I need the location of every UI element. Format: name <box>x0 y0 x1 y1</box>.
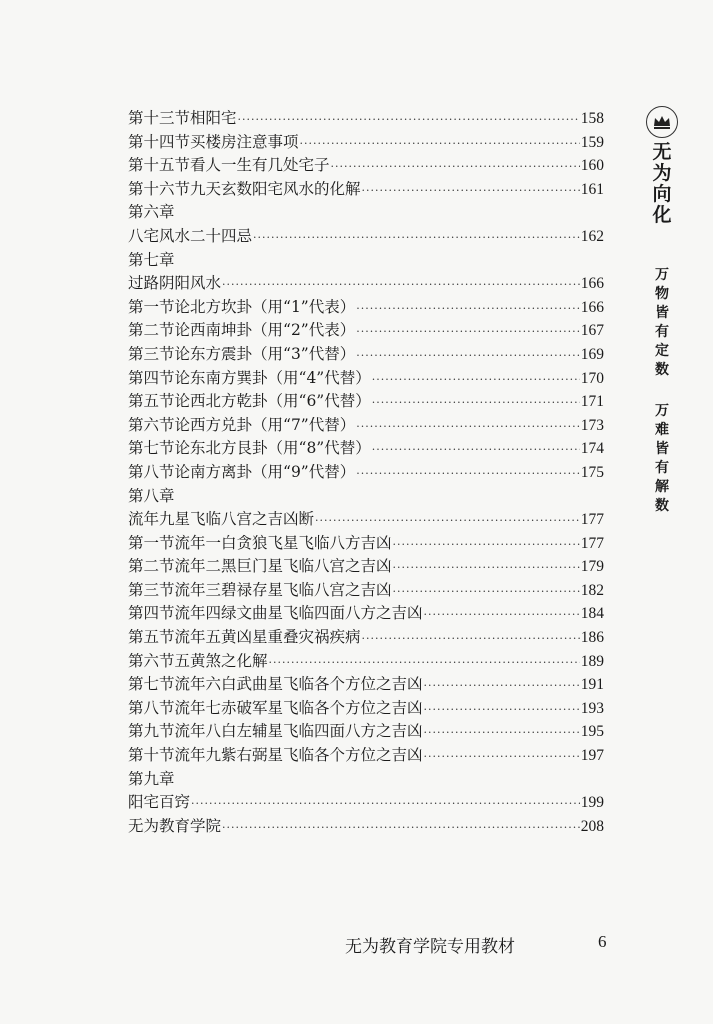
toc-entry-title: 买楼房注意事项 <box>190 132 299 151</box>
toc-entry-title: 流年三碧禄存星飞临八宫之吉凶 <box>174 580 392 599</box>
toc-leader-dots <box>424 750 580 763</box>
toc-entry <box>128 177 604 201</box>
toc-entry-title: 阳宅百窍 <box>128 793 191 812</box>
toc-page-number: 186 <box>580 629 604 647</box>
toc-leader-dots <box>356 325 580 338</box>
toc-section-number: 第六节 <box>128 415 175 434</box>
toc-leader-dots <box>356 420 580 433</box>
toc-entry-title: 论西方兑卦（用“7”代替） <box>174 415 356 434</box>
toc-leader-dots <box>331 160 580 173</box>
toc-entry-title: 论西南坤卦（用“2”代表） <box>174 321 356 340</box>
toc-entry-title: 五黄煞之化解 <box>174 651 268 670</box>
toc-entry-title: 看人一生有几处宅子 <box>190 156 330 175</box>
toc-page-number: 158 <box>580 110 604 127</box>
toc-entry-title: 论东南方巽卦（用“4”代替） <box>174 368 371 387</box>
toc-entry-title: 流年二黑巨门星飞临八宫之吉凶 <box>174 557 392 576</box>
toc-leader-dots <box>222 821 580 834</box>
toc-page-number: 208 <box>580 817 604 835</box>
toc-leader-dots <box>393 585 580 598</box>
toc-section-number: 第三节 <box>128 344 175 363</box>
toc-entry <box>128 649 604 673</box>
toc-page-number: 162 <box>580 227 604 245</box>
toc-entry <box>128 625 604 649</box>
crown-emblem-icon <box>646 106 678 138</box>
toc-entry <box>128 578 604 602</box>
toc-leader-dots <box>222 278 580 291</box>
toc-chapter-heading: 第九章 <box>128 769 175 788</box>
toc-entry-title: 流年九星飞临八宫之吉凶断 <box>128 510 315 529</box>
toc-section-number: 第一节 <box>128 533 175 552</box>
toc-entry-title: 论东方震卦（用“3”代替） <box>174 344 356 363</box>
toc-section-number: 第五节 <box>128 392 175 411</box>
toc-leader-dots <box>372 443 580 456</box>
toc-section-number: 第八节 <box>128 462 175 481</box>
toc-leader-dots <box>393 561 580 574</box>
toc-page-number: 171 <box>580 393 604 411</box>
toc-page-number: 195 <box>580 723 604 741</box>
toc-page-number: 166 <box>580 275 604 293</box>
toc-entry <box>128 366 604 390</box>
toc-leader-dots <box>424 679 580 692</box>
toc-leader-dots <box>372 373 580 386</box>
toc-entry-title: 流年九紫右弼星飞临各个方位之吉凶 <box>174 746 423 765</box>
toc-entry-title: 过路阴阳风水 <box>128 274 222 293</box>
toc-page-number: 179 <box>580 558 604 576</box>
side-branding <box>636 106 688 516</box>
toc-entry <box>128 460 604 484</box>
toc-section-number: 第五节 <box>128 628 175 647</box>
toc-entry-title: 论东北方艮卦（用“8”代替） <box>174 439 371 458</box>
toc-section-number: 第四节 <box>128 368 175 387</box>
toc-page-number: 174 <box>580 440 604 458</box>
toc-entry-title: 论西北方乾卦（用“6”代替） <box>174 392 371 411</box>
toc-leader-dots <box>362 184 580 197</box>
toc-leader-dots <box>300 137 580 150</box>
toc-leader-dots <box>356 349 580 362</box>
toc-page-number: 184 <box>580 605 604 623</box>
toc-entry <box>128 790 604 814</box>
toc-leader-dots <box>393 538 580 551</box>
toc-page-number: 175 <box>580 463 604 481</box>
toc-section-number: 第六节 <box>128 651 175 670</box>
toc-entry-title: 流年一白贪狼飞星飞临八方吉凶 <box>174 533 392 552</box>
toc-page-number: 193 <box>580 699 604 717</box>
toc-leader-dots <box>356 302 580 315</box>
page-number: 6 <box>598 932 607 951</box>
toc-entry-title: 相阳宅 <box>190 109 237 127</box>
toc-leader-dots <box>372 396 580 409</box>
toc-section-number: 第一节 <box>128 297 175 316</box>
toc-entry-title: 流年四绿文曲星飞临四面八方之吉凶 <box>174 604 423 623</box>
toc-entry-title: 九天玄数阳宅风水的化解 <box>190 179 361 198</box>
toc-entry <box>128 106 604 130</box>
toc-section-number: 第二节 <box>128 321 175 340</box>
toc-leader-dots <box>362 632 580 645</box>
toc-entry <box>128 153 604 177</box>
toc-section-number: 第二节 <box>128 557 175 576</box>
toc-leader-dots <box>253 231 580 244</box>
toc-leader-dots <box>424 703 580 716</box>
toc-page-number: 166 <box>580 298 604 316</box>
toc-entry <box>128 318 604 342</box>
toc-section-number: 第十四节 <box>128 132 191 151</box>
toc-entry-title: 论北方坎卦（用“1”代表） <box>174 297 356 316</box>
table-of-contents <box>128 106 604 837</box>
toc-leader-dots <box>424 726 580 739</box>
toc-page-number: 173 <box>580 416 604 434</box>
toc-page-number: 167 <box>580 322 604 340</box>
toc-chapter-heading: 第七章 <box>128 250 175 269</box>
toc-section-number: 第十三节 <box>128 109 191 127</box>
toc-section-number: 第十五节 <box>128 156 191 175</box>
footer-title: 无为教育学院专用教材 <box>345 937 515 957</box>
toc-entry-title: 八宅风水二十四忌 <box>128 226 253 245</box>
toc-leader-dots <box>424 608 580 621</box>
toc-entry <box>128 743 604 767</box>
toc-entry <box>128 696 604 720</box>
toc-entry <box>128 224 604 248</box>
toc-section-number: 第十节 <box>128 746 175 765</box>
toc-chapter-heading: 第八章 <box>128 486 175 505</box>
toc-page-number: 177 <box>580 511 604 529</box>
toc-page-number: 161 <box>580 180 604 198</box>
toc-entry <box>128 531 604 555</box>
toc-leader-dots <box>356 467 580 480</box>
toc-page-number: 197 <box>580 747 604 765</box>
toc-page-number: 160 <box>580 157 604 175</box>
toc-entry <box>128 814 604 838</box>
toc-section-number: 第七节 <box>128 439 175 458</box>
toc-entry <box>128 601 604 625</box>
toc-entry <box>128 719 604 743</box>
toc-section-number: 第十六节 <box>128 179 191 198</box>
toc-section-number: 第七节 <box>128 675 175 694</box>
toc-entry <box>128 342 604 366</box>
toc-section-number: 第八节 <box>128 698 175 717</box>
toc-leader-dots <box>191 797 580 810</box>
toc-page-number: 170 <box>580 369 604 387</box>
toc-section-number: 第九节 <box>128 722 175 741</box>
slogan-2: 万难皆有解数 <box>655 403 669 514</box>
slogan-1: 万物皆有定数 <box>655 267 669 378</box>
toc-leader-dots <box>269 656 580 669</box>
toc-entry <box>128 389 604 413</box>
toc-section-number: 第三节 <box>128 580 175 599</box>
toc-entry <box>128 672 604 696</box>
toc-chapter-heading: 第六章 <box>128 203 175 222</box>
toc-entry <box>128 130 604 154</box>
toc-entry <box>128 295 604 319</box>
toc-entry <box>128 554 604 578</box>
toc-page-number: 159 <box>580 133 604 151</box>
toc-entry-title: 论南方离卦（用“9”代替） <box>174 462 356 481</box>
toc-entry-title: 流年五黄凶星重叠灾祸疾病 <box>174 628 361 647</box>
toc-page-number: 189 <box>580 652 604 670</box>
toc-entry <box>128 507 604 531</box>
toc-page-number: 177 <box>580 534 604 552</box>
toc-page-number: 182 <box>580 581 604 599</box>
toc-section-number: 第四节 <box>128 604 175 623</box>
toc-entry <box>128 413 604 437</box>
toc-entry-title: 无为教育学院 <box>128 816 222 835</box>
toc-page-number: 191 <box>580 676 604 694</box>
toc-page-number: 199 <box>580 794 604 812</box>
toc-page-number: 169 <box>580 345 604 363</box>
toc-leader-dots <box>238 113 580 126</box>
toc-entry-title: 流年七赤破军星飞临各个方位之吉凶 <box>174 698 423 717</box>
toc-entry <box>128 271 604 295</box>
brand-vertical-text: 无为向化 <box>652 141 672 226</box>
toc-entry <box>128 436 604 460</box>
toc-leader-dots <box>315 514 580 527</box>
toc-entry-title: 流年八白左辅星飞临四面八方之吉凶 <box>174 722 423 741</box>
toc-entry-title: 流年六白武曲星飞临各个方位之吉凶 <box>174 675 423 694</box>
